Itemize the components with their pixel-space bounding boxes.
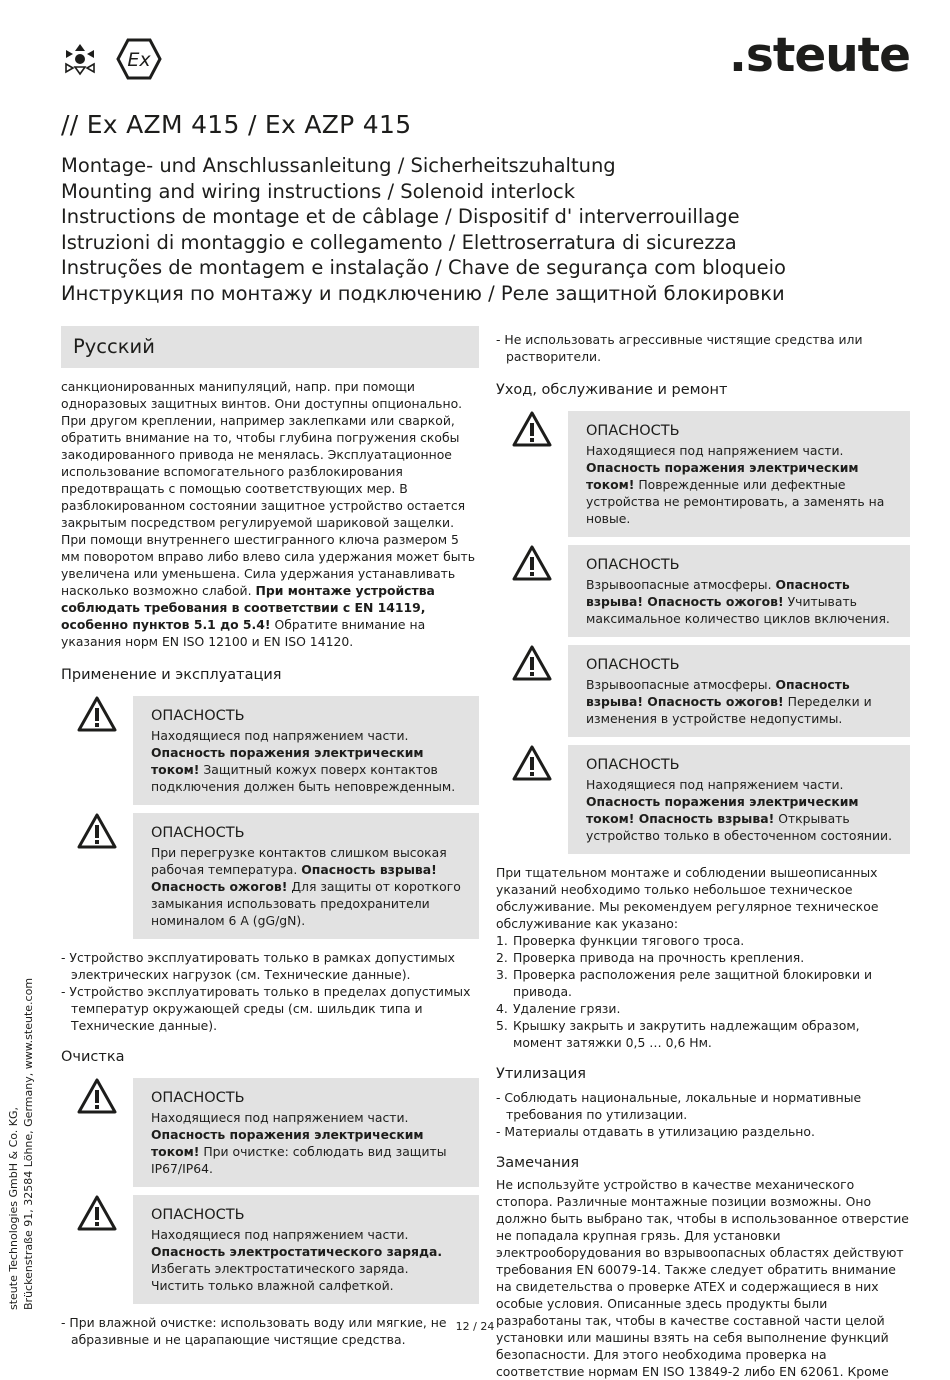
- subtitle-ru: Инструкция по монтажу и подключению / Реле защитной блокировки: [61, 281, 785, 305]
- bullet-item: - При влажной очистке: использовать воду или мягкие, не абразивные и не царапающие чистящие средства.: [61, 1315, 447, 1347]
- warning-text: При очистке: соблюдать вид защиты IP67/IP64.: [151, 1144, 447, 1176]
- warning-title: ОПАСНОСТЬ: [151, 1090, 245, 1106]
- list-number: 4.: [496, 1001, 508, 1016]
- warning-text: Находящиеся под напряжением части.: [151, 1227, 409, 1242]
- warning-text: Для защиты от короткого замыкания использовать предохранители номиналом 6 A (gG/gN).: [151, 879, 461, 928]
- warning-content: [133, 813, 479, 939]
- bullet-item: - Соблюдать национальные, локальные и нормативные требования по утилизации.: [496, 1090, 862, 1122]
- warning-bold: Опасность поражения электрическим током! Опасность взрыва!: [586, 794, 859, 826]
- warning-content: [133, 696, 479, 805]
- subtitle-fr: Instructions de montage et de câblage / Dispositif d' interverrouillage: [61, 205, 740, 229]
- warning-text: Находящиеся под напряжением части.: [151, 1110, 409, 1125]
- warning-text: При перегрузке контактов слишком высокая рабочая температура.: [151, 845, 447, 877]
- bullet-item: - Материалы отдавать в утилизацию раздельно.: [496, 1124, 815, 1139]
- warning-box: [496, 545, 910, 637]
- list-text: Проверка расположения реле защитной блокировки и привода.: [513, 967, 873, 999]
- warning-box: [496, 645, 910, 737]
- section-notes-heading: Замечания: [496, 1155, 580, 1171]
- section-service-heading: Уход, обслуживание и ремонт: [496, 382, 728, 398]
- explosion-symbol-icon: [58, 40, 102, 76]
- warning-bold: Опасность поражения электрическим током!: [586, 460, 859, 492]
- imprint-line: steute Technologies GmbH & Co. KG,: [7, 1106, 20, 1310]
- warning-text: Защитный кожух поверх контактов подключения должен быть неповрежденным.: [151, 762, 456, 794]
- warning-box: [496, 745, 910, 854]
- intro-bold: При монтаже устройства соблюдать требования в соответствии с EN 14119, особенно пунктов 5.1 до 5.4!: [61, 583, 435, 632]
- language-header: Русский: [61, 326, 479, 368]
- steute-logo: .steute: [729, 28, 910, 83]
- warning-box: [61, 1078, 479, 1187]
- warning-triangle-icon: [61, 813, 133, 939]
- warning-text: Открывать устройство только в обесточенном состоянии.: [586, 811, 893, 843]
- warning-text: Поврежденные или дефектные устройства не ремонтировать, а заменять на новые.: [586, 477, 885, 526]
- section-disposal-heading: Утилизация: [496, 1066, 587, 1082]
- list-item: [496, 966, 910, 1000]
- warning-text: Учитывать максимальное количество циклов включения.: [586, 594, 890, 626]
- warning-content: [568, 745, 910, 854]
- service-list: [496, 932, 910, 1051]
- warning-title: ОПАСНОСТЬ: [586, 557, 680, 573]
- warning-content: [568, 411, 910, 537]
- product-title: // Ex AZM 415 / Ex AZP 415: [61, 110, 412, 139]
- page-number: 12 / 24: [455, 1320, 495, 1333]
- warning-triangle-icon: [61, 1195, 133, 1304]
- list-text: Крышку закрыть и закрутить надлежащим образом, момент затяжки 0,5 … 0,6 Нм.: [513, 1018, 860, 1050]
- warning-text: Переделки и изменения в устройстве недопустимы.: [586, 694, 872, 726]
- company-imprint: [6, 978, 36, 1310]
- notes-paragraph: Не используйте устройство в качестве механического стопора. Различные монтажные позиции возможны. Оно должно быть выбрано так, чтобы в использованное отверстие не попадала крупная грязь. Для установки электрооборудования во взрывоопасных областях действуют требования EN 60079-14. Также следует обратить внимание на свидетельства о проверке ATEX и содержащиеся в них особые условия. Описанные здесь продукты были разработаны так, чтобы в качестве составной части целой установки или машины взять на себя выполнение функций безопасности. Для этого необходима проверка на соответствие нормам EN ISO 13849-2 либо EN 62061. Кроме: [496, 1177, 909, 1379]
- warning-content: [568, 645, 910, 737]
- warning-triangle-icon: [61, 1078, 133, 1187]
- warning-bold: Опасность взрыва! Опасность ожогов!: [586, 677, 850, 709]
- warning-text: Находящиеся под напряжением части.: [586, 443, 844, 458]
- warning-triangle-icon: [496, 545, 568, 637]
- intro-paragraph: [61, 378, 479, 650]
- warning-title: ОПАСНОСТЬ: [151, 1207, 245, 1223]
- warning-triangle-icon: [496, 645, 568, 737]
- list-number: 3.: [496, 967, 508, 982]
- bullet-item: - Не использовать агрессивные чистящие средства или растворители.: [496, 332, 863, 364]
- warning-content: [568, 545, 910, 637]
- warning-bold: Опасность взрыва! Опасность ожогов!: [151, 862, 437, 894]
- list-item: [496, 1017, 910, 1051]
- warning-triangle-icon: [496, 411, 568, 537]
- list-item: [496, 1000, 910, 1017]
- list-number: 5.: [496, 1018, 508, 1033]
- list-item: [496, 932, 910, 949]
- warning-box: [61, 1195, 479, 1304]
- warning-text: Взрывоопасные атмосферы.: [586, 577, 772, 592]
- warning-box: [61, 696, 479, 805]
- warning-title: ОПАСНОСТЬ: [586, 757, 680, 773]
- warning-bold: Опасность электростатического заряда.: [151, 1244, 443, 1259]
- usage-bullets: [61, 949, 479, 1034]
- warning-title: ОПАСНОСТЬ: [586, 657, 680, 673]
- warning-content: [133, 1195, 479, 1304]
- imprint-line: Brückenstraße 91, 32584 Löhne, Germany, www.steute.com: [22, 977, 35, 1310]
- intro-text: санкционированных манипуляций, напр. при помощи одноразовых защитных винтов. Они доступны опционально. При другом креплении, например заклепками или сваркой, обратить внимание на то, чтобы глубина погружения скобы закодированного привода не менялась. Эксплуатационное использование вспомогательного разблокирования предотвращать с помощью соответствующих мер. В разблокированном состоянии защитное устройство остается закрытым посредством регулируемой шариковой защелки. При помощи внутреннего шестигранного ключа размером 5 мм поворотом вправо либо влево сила удержания может быть увеличена или уменьшена. Сила удержания устанавливать насколько возможно слабой.: [61, 379, 476, 598]
- warning-text: Избегать электростатического заряда. Чистить только влажной салфеткой.: [151, 1261, 409, 1293]
- warning-box: [496, 411, 910, 537]
- subtitle-it: Istruzioni di montaggio e collegamento / Elettroserratura di sicurezza: [61, 230, 737, 254]
- service-paragraph: При тщательном монтаже и соблюдении вышеописанных указаний необходимо только небольшое техническое обслуживание. Мы рекомендуем регулярное техническое обслуживание как указано:: [496, 865, 879, 931]
- svg-text:Ex: Ex: [127, 49, 151, 71]
- section-cleaning-heading: Очистка: [61, 1049, 125, 1065]
- bullet-item: - Устройство эксплуатировать только в пределах допустимых температур окружающей среды (см. шильдик типа и Технические данные).: [61, 984, 471, 1033]
- warning-title: ОПАСНОСТЬ: [151, 708, 245, 724]
- intro-tail: Обратите внимание на указания норм EN ISO 12100 и EN ISO 14120.: [61, 617, 426, 649]
- bullet-item: - Устройство эксплуатировать только в рамках допустимых электрических нагрузок (см. Технические данные).: [61, 950, 456, 982]
- warning-bold: Опасность поражения электрическим током!: [151, 1127, 424, 1159]
- warning-text: Взрывоопасные атмосферы.: [586, 677, 772, 692]
- subtitle-de: Montage- und Anschlussanleitung / Sicherheitszuhaltung: [61, 154, 616, 177]
- right-column: [496, 331, 910, 1380]
- disposal-bullets: [496, 1089, 910, 1140]
- subtitle-pt: Instruções de montagem e instalação / Chave de segurança com bloqueio: [61, 256, 786, 280]
- list-text: Проверка привода на прочность крепления.: [513, 950, 805, 965]
- warning-content: [133, 1078, 479, 1187]
- section-usage-heading: Применение и эксплуатация: [61, 667, 282, 683]
- warning-box: [61, 813, 479, 939]
- warning-bold: Опасность поражения электрическим током!: [151, 745, 424, 777]
- warning-bold: Опасность взрыва! Опасность ожогов!: [586, 577, 850, 609]
- ex-hexagon-icon: [116, 38, 162, 80]
- list-number: 2.: [496, 950, 508, 965]
- left-column: [61, 326, 479, 1348]
- warning-title: ОПАСНОСТЬ: [151, 825, 245, 841]
- document-subtitles: [61, 153, 786, 307]
- warning-triangle-icon: [496, 745, 568, 854]
- warning-title: ОПАСНОСТЬ: [586, 423, 680, 439]
- list-text: Удаление грязи.: [513, 1001, 621, 1016]
- subtitle-en: Mounting and wiring instructions / Solenoid interlock: [61, 179, 576, 203]
- list-text: Проверка функции тягового троса.: [513, 933, 745, 948]
- list-item: [496, 949, 910, 966]
- list-number: 1.: [496, 933, 508, 948]
- warning-text: Находящиеся под напряжением части.: [151, 728, 409, 743]
- warning-triangle-icon: [61, 696, 133, 805]
- warning-text: Находящиеся под напряжением части.: [586, 777, 844, 792]
